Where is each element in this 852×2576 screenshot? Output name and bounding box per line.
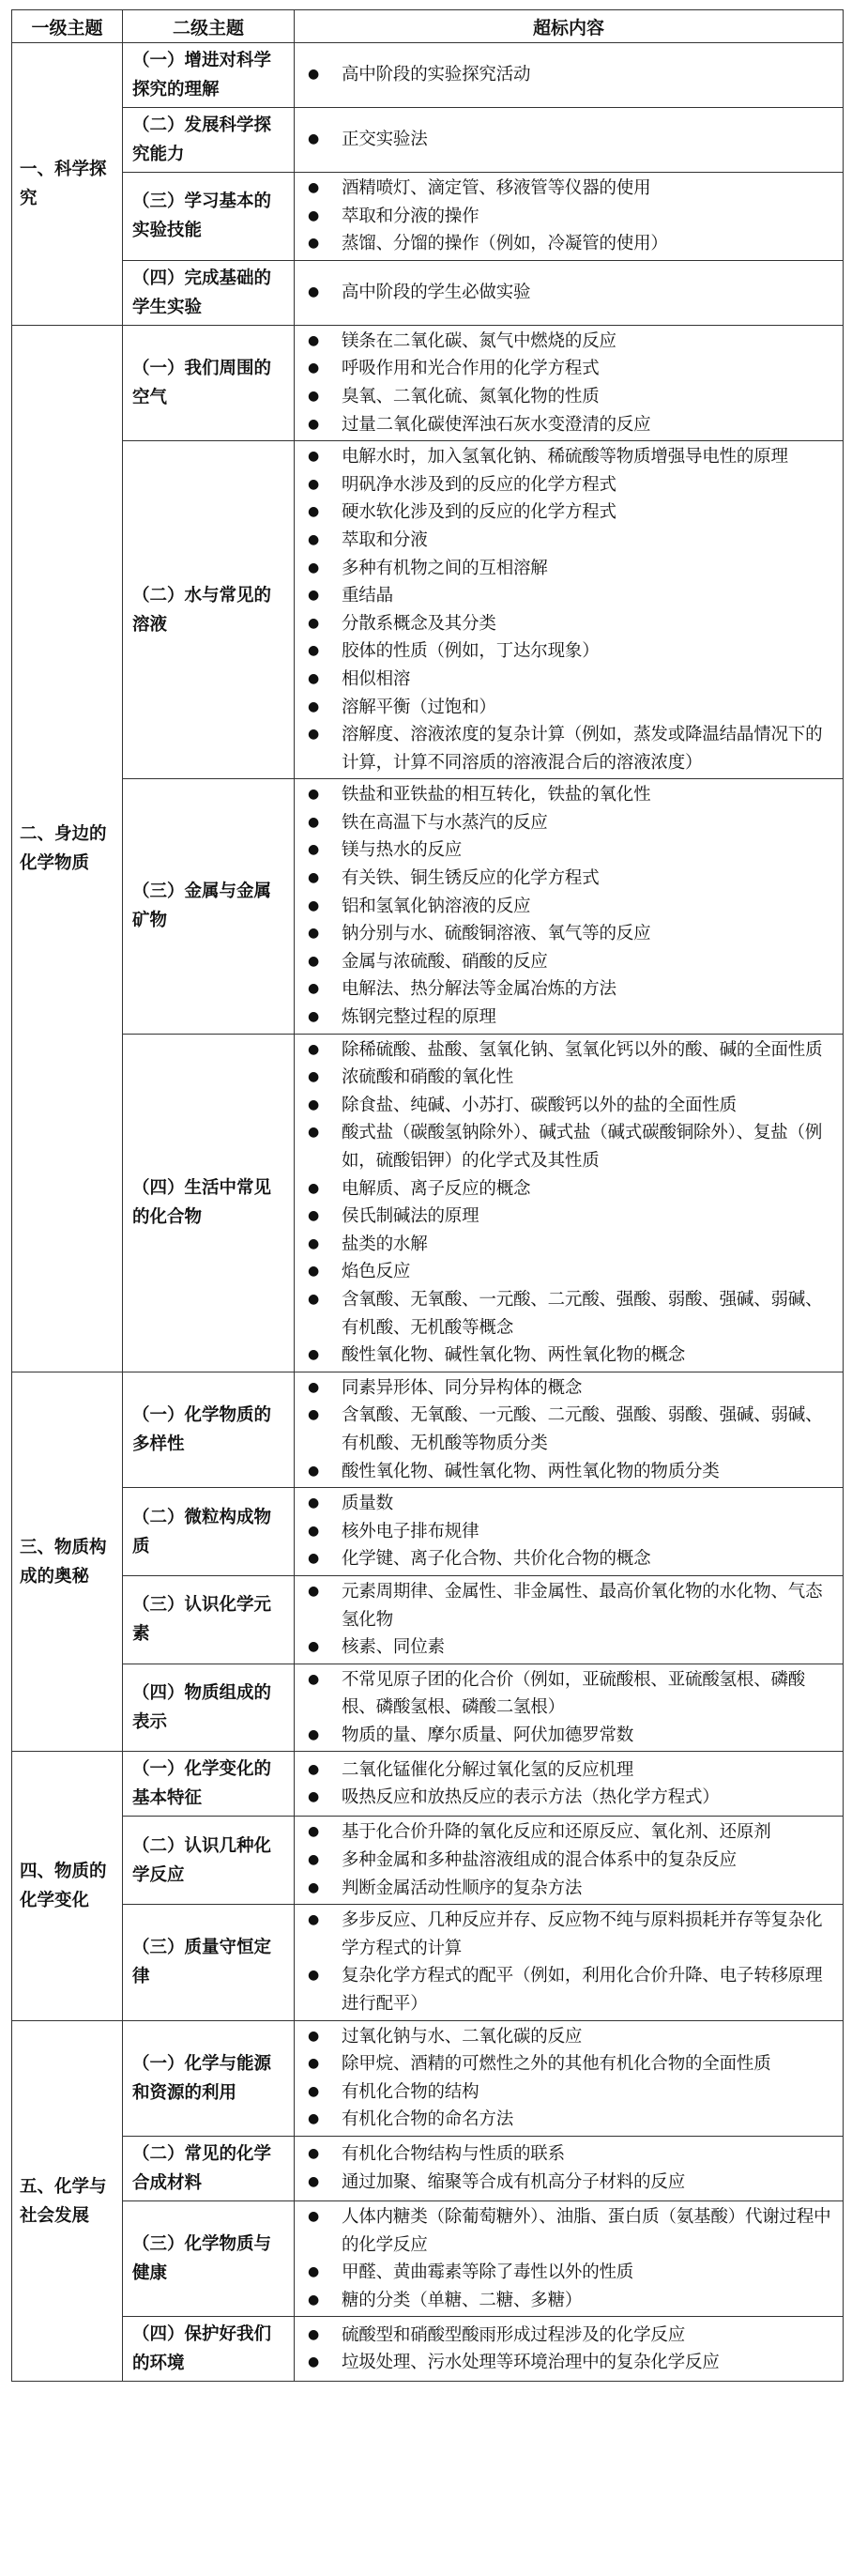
header-exceeding-content: 超标内容: [295, 10, 844, 43]
exceeding-content-cell: [295, 1752, 844, 1817]
exceeding-content-cell: [295, 108, 844, 173]
exceeding-content-cell: [295, 1488, 844, 1576]
content-bullet-list: [306, 1907, 835, 2017]
exceeding-content-cell: [295, 1034, 844, 1372]
table-body: [12, 43, 844, 2382]
exceeding-content-cell: [295, 1575, 844, 1664]
level2-topic-cell: （一）化学与能源和资源的利用: [123, 2020, 295, 2136]
level2-topic-cell: （二）认识几种化学反应: [123, 1817, 295, 1905]
content-bullet-item: ● 酸式盐（碳酸氢钠除外）、碱式盐（碱式碳酸铜除外）、复盐（例如，硫酸铝钾）的化学式及其性质: [306, 1119, 835, 1174]
table-row: [12, 1817, 844, 1905]
level1-topic-cell: 一、科学探究: [12, 43, 123, 326]
content-bullet-item: ● 酒精喷灯、滴定管、移液管等仪器的使用: [306, 175, 835, 203]
content-bullet-item: ● 基于化合价升降的氧化反应和还原反应、氧化剂、还原剂: [306, 1818, 835, 1847]
content-bullet-item: ● 铁在高温下与水蒸汽的反应: [306, 809, 835, 837]
table-header-row: [12, 10, 844, 43]
content-bullet-item: ● 多种金属和多种盐溶液组成的混合体系中的复杂反应: [306, 1847, 835, 1875]
level2-topic-cell: （四）完成基础的学生实验: [123, 260, 295, 325]
level2-topic-cell: （二）水与常见的溶液: [123, 441, 295, 779]
content-bullet-list: [306, 1666, 835, 1750]
content-bullet-item: ● 含氧酸、无氧酸、一元酸、二元酸、强酸、弱酸、强碱、弱碱、有机酸、无机酸等概念: [306, 1286, 835, 1342]
table-row: [12, 1752, 844, 1817]
content-bullet-item: ● 含氧酸、无氧酸、一元酸、二元酸、强酸、弱酸、强碱、弱碱、有机酸、无机酸等物质分类: [306, 1402, 835, 1457]
content-bullet-item: ● 人体内糖类（除葡萄糖外）、油脂、蛋白质（氨基酸）代谢过程中的化学反应: [306, 2203, 835, 2259]
content-bullet-item: ● 有关铁、铜生锈反应的化学方程式: [306, 865, 835, 893]
content-bullet-item: ● 质量数: [306, 1490, 835, 1518]
level2-topic-cell: （一）增进对科学探究的理解: [123, 43, 295, 108]
content-bullet-list: [306, 2322, 835, 2377]
content-bullet-item: ● 二氧化锰催化分解过氧化氢的反应机理: [306, 1756, 835, 1785]
content-bullet-item: ● 钠分别与水、硫酸铜溶液、氧气等的反应: [306, 920, 835, 948]
level2-topic-cell: （二）常见的化学合成材料: [123, 2137, 295, 2201]
content-bullet-list: [306, 443, 835, 776]
content-bullet-item: ● 相似相溶: [306, 666, 835, 694]
content-bullet-item: ● 侯氏制碱法的原理: [306, 1203, 835, 1231]
content-bullet-item: ● 过氧化钠与水、二氧化碳的反应: [306, 2023, 835, 2051]
exceeding-content-cell: [295, 325, 844, 440]
table-row: [12, 2137, 844, 2201]
exceeding-content-cell: [295, 441, 844, 779]
level2-topic-cell: （四）生活中常见的化合物: [123, 1034, 295, 1372]
content-bullet-list: [306, 1374, 835, 1485]
content-bullet-item: ● 同素异形体、同分异构体的概念: [306, 1374, 835, 1403]
table-row: [12, 1664, 844, 1752]
table-row: [12, 43, 844, 108]
content-bullet-item: ● 萃取和分液的操作: [306, 203, 835, 231]
level2-topic-cell: （三）认识化学元素: [123, 1575, 295, 1664]
content-bullet-item: ● 金属与浓硫酸、硝酸的反应: [306, 948, 835, 976]
exceeding-content-cell: [295, 43, 844, 108]
header-level1-topic: 一级主题: [12, 10, 123, 43]
content-bullet-item: ● 溶解度、溶液浓度的复杂计算（例如，蒸发或降温结晶情况下的计算，计算不同溶质的溶液混合后的溶液浓度）: [306, 721, 835, 776]
table-row: [12, 441, 844, 779]
content-bullet-item: ● 核素、同位素: [306, 1633, 835, 1662]
content-bullet-list: [306, 1578, 835, 1662]
content-bullet-item: ● 过量二氧化碳使浑浊石灰水变澄清的反应: [306, 411, 835, 439]
standards-document: [11, 9, 843, 2382]
content-bullet-item: ● 化学键、离子化合物、共价化合物的概念: [306, 1545, 835, 1573]
level2-topic-cell: （一）化学变化的基本特征: [123, 1752, 295, 1817]
content-bullet-list: [306, 1756, 835, 1812]
content-bullet-item: ● 不常见原子团的化合价（例如，亚硫酸根、亚硫酸氢根、磷酸根、磷酸氢根、磷酸二氢根）: [306, 1666, 835, 1722]
content-bullet-list: [306, 328, 835, 438]
content-bullet-item: ● 硬水软化涉及到的反应的化学方程式: [306, 498, 835, 527]
level2-topic-cell: （三）化学物质与健康: [123, 2201, 295, 2317]
level1-topic-cell: 三、物质构成的奥秘: [12, 1372, 123, 1752]
content-bullet-list: [306, 781, 835, 1031]
content-bullet-list: [306, 2140, 835, 2196]
content-bullet-item: ● 元素周期律、金属性、非金属性、最高价氧化物的水化物、气态氢化物: [306, 1578, 835, 1633]
table-row: [12, 173, 844, 261]
content-bullet-list: [306, 2023, 835, 2134]
header-level2-topic: 二级主题: [123, 10, 295, 43]
exceeding-content-cell: [295, 779, 844, 1034]
content-bullet-list: [306, 2203, 835, 2314]
content-bullet-list: [306, 1490, 835, 1573]
content-bullet-item: ● 有机化合物的命名方法: [306, 2106, 835, 2134]
content-bullet-list: [306, 126, 835, 154]
standards-table: [11, 9, 844, 2382]
level1-topic-cell: 二、身边的化学物质: [12, 325, 123, 1372]
content-bullet-item: ● 电解法、热分解法等金属冶炼的方法: [306, 975, 835, 1004]
table-row: [12, 108, 844, 173]
table-row: [12, 1905, 844, 2020]
content-bullet-item: ● 电解水时，加入氢氧化钠、稀硫酸等物质增强导电性的原理: [306, 443, 835, 471]
exceeding-content-cell: [295, 1664, 844, 1752]
content-bullet-item: ● 电解质、离子反应的概念: [306, 1175, 835, 1204]
exceeding-content-cell: [295, 2020, 844, 2136]
content-bullet-item: ● 复杂化学方程式的配平（例如，利用化合价升降、电子转移原理进行配平）: [306, 1962, 835, 2017]
content-bullet-item: ● 有机化合物的结构: [306, 2078, 835, 2107]
table-row: [12, 2020, 844, 2136]
content-bullet-item: ● 铝和氢氧化钠溶液的反应: [306, 893, 835, 921]
content-bullet-item: ● 铁盐和亚铁盐的相互转化，铁盐的氧化性: [306, 781, 835, 809]
content-bullet-item: ● 有机化合物结构与性质的联系: [306, 2140, 835, 2169]
table-row: [12, 1575, 844, 1664]
level2-topic-cell: （一）我们周围的空气: [123, 325, 295, 440]
table-row: [12, 325, 844, 440]
content-bullet-item: ● 高中阶段的学生必做实验: [306, 279, 835, 307]
exceeding-content-cell: [295, 2201, 844, 2317]
content-bullet-item: ● 除食盐、纯碱、小苏打、碳酸钙以外的盐的全面性质: [306, 1092, 835, 1120]
content-bullet-list: [306, 1036, 835, 1370]
exceeding-content-cell: [295, 2137, 844, 2201]
content-bullet-item: ● 通过加聚、缩聚等合成有机高分子材料的反应: [306, 2169, 835, 2197]
content-bullet-item: ● 物质的量、摩尔质量、阿伏加德罗常数: [306, 1722, 835, 1750]
level2-topic-cell: （二）发展科学探究能力: [123, 108, 295, 173]
content-bullet-item: ● 盐类的水解: [306, 1231, 835, 1259]
content-bullet-item: ● 胶体的性质（例如，丁达尔现象）: [306, 637, 835, 666]
content-bullet-item: ● 多种有机物之间的互相溶解: [306, 555, 835, 583]
level2-topic-cell: （四）物质组成的表示: [123, 1664, 295, 1752]
exceeding-content-cell: [295, 1905, 844, 2020]
content-bullet-item: ● 除稀硫酸、盐酸、氢氧化钠、氢氧化钙以外的酸、碱的全面性质: [306, 1036, 835, 1065]
table-row: [12, 1372, 844, 1487]
exceeding-content-cell: [295, 1372, 844, 1487]
level2-topic-cell: （四）保护好我们的环境: [123, 2317, 295, 2382]
content-bullet-item: ● 蒸馏、分馏的操作（例如，冷凝管的使用）: [306, 230, 835, 258]
table-row: [12, 779, 844, 1034]
level1-topic-cell: 四、物质的化学变化: [12, 1752, 123, 2020]
level1-topic-cell: 五、化学与社会发展: [12, 2020, 123, 2382]
level2-topic-cell: （三）质量守恒定律: [123, 1905, 295, 2020]
content-bullet-item: ● 吸热反应和放热反应的表示方法（热化学方程式）: [306, 1784, 835, 1812]
content-bullet-item: ● 浓硫酸和硝酸的氧化性: [306, 1064, 835, 1092]
content-bullet-item: ● 臭氧、二氧化硫、氮氧化物的性质: [306, 383, 835, 411]
exceeding-content-cell: [295, 1817, 844, 1905]
table-row: [12, 1034, 844, 1372]
exceeding-content-cell: [295, 173, 844, 261]
content-bullet-list: [306, 1818, 835, 1902]
content-bullet-item: ● 炼钢完整过程的原理: [306, 1004, 835, 1032]
content-bullet-item: ● 重结晶: [306, 582, 835, 610]
content-bullet-item: ● 酸性氧化物、碱性氧化物、两性氧化物的物质分类: [306, 1458, 835, 1486]
level2-topic-cell: （二）微粒构成物质: [123, 1488, 295, 1576]
level2-topic-cell: （三）学习基本的实验技能: [123, 173, 295, 261]
content-bullet-item: ● 除甲烷、酒精的可燃性之外的其他有机化合物的全面性质: [306, 2050, 835, 2078]
level2-topic-cell: （三）金属与金属矿物: [123, 779, 295, 1034]
content-bullet-item: ● 萃取和分液: [306, 527, 835, 555]
table-row: [12, 260, 844, 325]
content-bullet-item: ● 硫酸型和硝酸型酸雨形成过程涉及的化学反应: [306, 2322, 835, 2350]
content-bullet-item: ● 多步反应、几种反应并存、反应物不纯与原料损耗并存等复杂化学方程式的计算: [306, 1907, 835, 1962]
level2-topic-cell: （一）化学物质的多样性: [123, 1372, 295, 1487]
table-row: [12, 2317, 844, 2382]
content-bullet-item: ● 焰色反应: [306, 1258, 835, 1286]
exceeding-content-cell: [295, 2317, 844, 2382]
content-bullet-list: [306, 279, 835, 307]
content-bullet-item: ● 垃圾处理、污水处理等环境治理中的复杂化学反应: [306, 2349, 835, 2377]
exceeding-content-cell: [295, 260, 844, 325]
content-bullet-item: ● 高中阶段的实验探究活动: [306, 61, 835, 89]
content-bullet-item: ● 正交实验法: [306, 126, 835, 154]
content-bullet-item: ● 酸性氧化物、碱性氧化物、两性氧化物的概念: [306, 1342, 835, 1370]
content-bullet-list: [306, 61, 835, 89]
content-bullet-item: ● 判断金属活动性顺序的复杂方法: [306, 1875, 835, 1903]
content-bullet-item: ● 核外电子排布规律: [306, 1518, 835, 1546]
content-bullet-item: ● 分散系概念及其分类: [306, 610, 835, 638]
content-bullet-item: ● 明矾净水涉及到的反应的化学方程式: [306, 471, 835, 499]
content-bullet-item: ● 溶解平衡（过饱和）: [306, 694, 835, 722]
content-bullet-item: ● 镁与热水的反应: [306, 836, 835, 865]
content-bullet-item: ● 甲醛、黄曲霉素等除了毒性以外的性质: [306, 2259, 835, 2287]
content-bullet-item: ● 糖的分类（单糖、二糖、多糖）: [306, 2287, 835, 2315]
table-row: [12, 1488, 844, 1576]
table-row: [12, 2201, 844, 2317]
content-bullet-item: ● 镁条在二氧化碳、氮气中燃烧的反应: [306, 328, 835, 356]
content-bullet-list: [306, 175, 835, 258]
content-bullet-item: ● 呼吸作用和光合作用的化学方程式: [306, 355, 835, 383]
